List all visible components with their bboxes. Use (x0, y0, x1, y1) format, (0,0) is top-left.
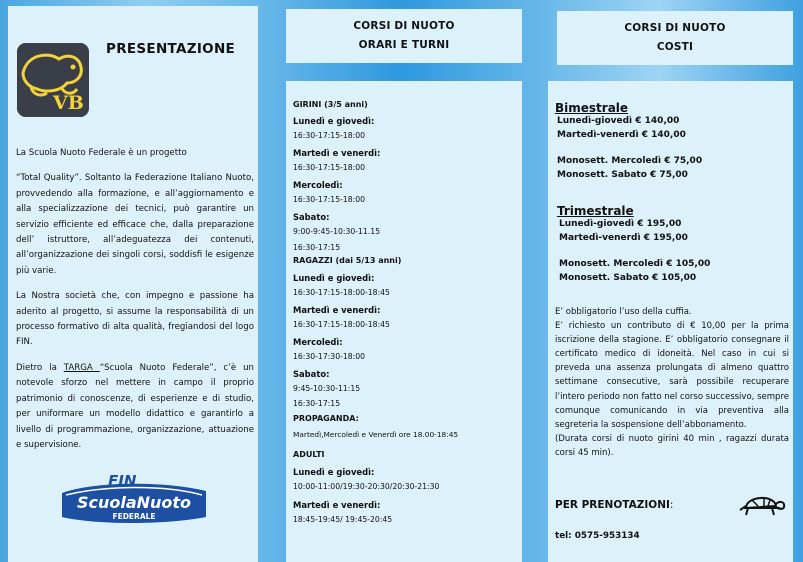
group-title-girini: GIRINI (3/5 anni) (293, 100, 368, 109)
day-label: Lunedì e giovedì: (293, 467, 375, 477)
paragraph-text: “Scuola Nuoto Federale”, c’è un notevole sforzo nel mettere in campo il proprio patrimonio di conoscenze, di esperienze e di studio, per uniformare un modello didattico e garantirlo a livello di programmazione, organizzazione, attuazione e supervisione. (16, 362, 254, 450)
turtle-logo-icon (17, 43, 89, 117)
fin-text: FIN (108, 472, 137, 490)
bimestrale-section (555, 101, 789, 182)
time-slot: 10:00-11:00/19:30-20:30/20:30-21:30 (293, 482, 440, 491)
vb-club-logo (17, 43, 89, 117)
time-slot: 16:30-17:15 (293, 243, 341, 252)
intro-paragraph (16, 361, 254, 453)
svg-text:VB: VB (53, 92, 84, 114)
presentation-title: PRESENTAZIONE (106, 41, 236, 57)
schedule-header-line1: CORSI DI NUOTO (353, 20, 455, 32)
time-slot: 16:30-17:15-18:00-18:45 (293, 288, 390, 297)
paragraph-text: Dietro la (16, 362, 64, 373)
schedule-list (293, 99, 518, 526)
time-slot: 9:45-10:30-11:15 (293, 384, 361, 393)
federale-text: FEDERALE (112, 512, 156, 521)
costs-header (557, 11, 793, 65)
price-line: Lunedì-giovedì € 195,00 (559, 219, 682, 229)
day-label: Martedì e venerdì: (293, 305, 381, 315)
day-label: Mercoledì: (293, 337, 343, 347)
scuolanuoto-text: ScuolaNuoto (76, 493, 192, 512)
schedule-header (286, 9, 522, 63)
time-slot: 16:30-17:30-18:00 (293, 352, 366, 361)
group-title-ragazzi: RAGAZZI (dai 5/13 anni) (293, 256, 402, 265)
note-line: (Durata corsi di nuoto girini 40 min , ragazzi durata corsi 45 min). (555, 433, 789, 458)
booking-text: PER PRENOTAZIONI (555, 499, 670, 511)
group-title-adulti: ADULTI (293, 450, 325, 459)
day-label: Lunedì e giovedì: (293, 116, 375, 126)
costs-header-line1: CORSI DI NUOTO (624, 22, 726, 34)
day-label: Mercoledì: (293, 180, 343, 190)
time-slot: 16:30-17:15-18:00 (293, 195, 366, 204)
notes (555, 305, 789, 460)
turtle-icon (738, 488, 786, 518)
trimestrale-section (557, 204, 791, 285)
price-line: Monosett. Sabato € 75,00 (557, 169, 688, 180)
fin-scuola-nuoto-logo (56, 471, 211, 525)
bimestrale-title: Bimestrale (555, 101, 629, 115)
price-line: Martedì-venerdì € 195,00 (559, 232, 688, 243)
day-label: Sabato: (293, 369, 330, 379)
schedule-header-line2: ORARI E TURNI (358, 39, 450, 51)
costs-header-line2: COSTI (656, 41, 694, 53)
intro-paragraph: La Nostra società che, con impegno e passione ha aderito al progetto, si assume la responsabilità di un processo formativo di alta qualità, fregiandosi del logo FIN. (16, 291, 254, 348)
trimestrale-title: Trimestrale (557, 204, 634, 218)
intro-paragraph: “Total Quality”. Soltanto la Federazione Italiano Nuoto, provvedendo alla formazione, e all’aggiornamento e alla specializzazione dei tecnici, può garantire un servizio efficiente ed efficace che, dalla preparazione dell’ istruttore, all’adeguatezza dei contenuti, all’organizzazione dei singoli corsi, soddisfi le esigenze più varie. (16, 173, 254, 276)
day-label: Lunedì e giovedì: (293, 273, 375, 283)
price-line: Martedì-venerdì € 140,00 (557, 129, 686, 140)
day-label: Sabato: (293, 212, 330, 222)
time-slot: 16:30-17:15-18:00 (293, 131, 366, 140)
propaganda-times: Martedì,Mercoledì e Venerdì ore 18.00-18:45 (293, 430, 459, 439)
note-line: E’ richiesto un contributo di € 10,00 per la prima iscrizione della stagione. E’ obbligatorio consegnare il certificato medico di idoneità. Nel caso in cui si preveda una assenza prolungata di almeno quattro settimane consecutive, sarà possibile recuperare l’intero periodo non fatto nel corso successivo, sempre comunque comunicando in via preventiva alla segreteria la sospensione dell’abbonamento. (555, 321, 789, 430)
booking-colon: : (669, 499, 674, 511)
time-slot: 16:30-17:15-18:00-18:45 (293, 320, 390, 329)
intro-paragraph: La Scuola Nuoto Federale è un progetto (16, 148, 187, 158)
phone-number[interactable]: tel: 0575-953134 (555, 531, 640, 541)
price-line: Monosett. Mercoledì € 75,00 (557, 156, 703, 166)
intro-text (16, 146, 254, 453)
targa-link: TARGA (63, 362, 100, 373)
note-line: E’ obbligatorio l’uso della cuffia. (555, 307, 692, 317)
day-label: Martedì e venerdì: (293, 148, 381, 158)
time-slot: 16:30-17:15 (293, 399, 341, 408)
time-slot: 16:30-17:15-18:00 (293, 163, 366, 172)
group-title-propaganda: PROPAGANDA: (293, 414, 359, 423)
price-line: Monosett. Mercoledì € 105,00 (559, 259, 711, 269)
time-slot: 9:00-9:45-10:30-11.15 (293, 227, 381, 236)
time-slot: 18:45-19:45/ 19:45-20:45 (293, 515, 393, 524)
price-line: Lunedì-giovedì € 140,00 (557, 116, 680, 126)
day-label: Martedì e venerdì: (293, 500, 381, 510)
price-line: Monosett. Sabato € 105,00 (559, 272, 697, 283)
